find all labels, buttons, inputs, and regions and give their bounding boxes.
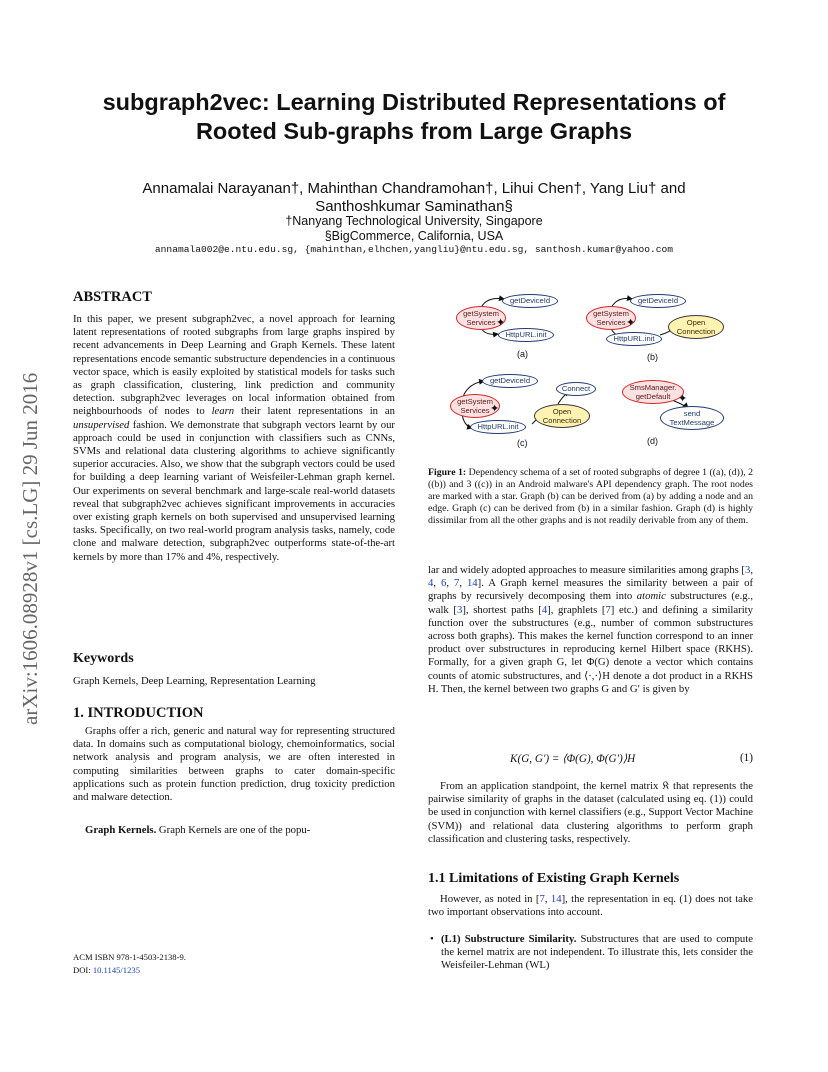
affiliation-2: §BigCommerce, California, USA [324,229,504,243]
root-star-icon: ✦ [678,393,688,405]
right-paragraph-2: From an application standpoint, the kernel matrix 𝔎 that represents the pairwise similarity of graphs in the dataset (calculated using eq. (1)) could be used in conjunction with kernel classifiers (e.g., Support Vector Machine (SVM)) and relational data clustering algorithms to perform graph classification and clustering tasks, respectively. [428,780,753,845]
root-star-icon: ✦ [490,403,500,415]
authors-line-2: Santhoshkumar Saminathan§ [315,198,513,215]
node-c-connect: Connect [556,382,596,396]
abstract-heading: ABSTRACT [73,289,152,305]
title-line-2: Rooted Sub-graphs from Large Graphs [195,118,633,144]
sublabel-b: (b) [647,352,658,362]
bullet-l1: (L1) Substructure Similarity. Substructures that are used to compute the kernel matrix are not independent. To illustrate this, lets consider the Weisfeiler-Lehman (WL) [441,933,753,972]
root-star-icon: ✦ [626,317,636,329]
node-c-httpurlinit: HttpURL.init [470,420,526,434]
keywords-text: Graph Kernels, Deep Learning, Representation Learning [73,675,316,687]
node-a-httpurlinit: HttpURL.init [498,328,554,342]
node-b-getdeviceid: getDeviceId [630,294,686,308]
sublabel-a: (a) [517,349,528,359]
node-c-getdeviceid: getDeviceId [482,374,538,388]
intro-paragraph-2: Graph Kernels. Graph Kernels are one of the popu- [85,824,311,836]
equation-body: K(G, G′) = ⟨Φ(G), Φ(G′)⟩H [510,753,636,765]
intro-heading: 1. INTRODUCTION [73,705,204,721]
authors [0,180,828,216]
paper-title [0,88,828,146]
node-b-getsystemservices-root: getSystem Services [586,306,636,330]
keywords-heading: Keywords [73,651,134,666]
arxiv-stamp: arXiv:1606.08928v1 [cs.LG] 29 Jun 2016 [18,372,42,725]
right-paragraph-1: lar and widely adopted approaches to measure similarities among graphs [3, 4, 6, 7, 14]. A Graph kernel measures the similarity between a pair of graphs by recursively decomposing them into atomic substructures (e.g., walk [3], shortest paths [4], graphlets [7] etc.) and defining a similarity function over the substructures (e.g., number of common substructures across both graphs). This makes the kernel function correspond to an inner product over substructures in reproducing kernel Hilbert space (RKHS). Formally, for a given graph G, let Φ(G) denote a vector which contains counts of atomic substructures, and ⟨·,·⟩H denote a dot product in a RKHS H. Then, the kernel between two graphs G and G′ is given by [428,564,754,695]
node-b-httpurlinit: HttpURL.init [606,332,662,346]
node-a-getdeviceid: getDeviceId [502,294,558,308]
node-b-openconnection: Open Connection [668,315,724,339]
footer-isbn: ACM ISBN 978-1-4503-2138-9. [73,952,186,962]
abstract-text: In this paper, we present subgraph2vec, a novel approach for learning latent representations of rooted subgraphs from large graphs inspired by recent advancements in Deep Learning and Graph Kernels. These latent representations encode semantic substructure dependencies in a continuous vector space, which is easily exploited by statistical models for tasks such as graph classification, clustering, link prediction and community detection. subgraph2vec leverages on local information obtained from neighbourhoods of nodes to learn their latent representations in an unsupervised fashion. We demonstrate that subgraph vectors learnt by our approach could be used in conjunction with classifiers such as CNNs, SVMs and relational data clustering algorithms to achieve significantly superior accuracies. Also, we show that the subgraph vectors could be used for building a deep learning variant of Weisfeiler-Lehman graph kernel. Our experiments on several benchmark and large-scale real-world datasets reveal that subgraph2vec achieves significant improvements in accuracies over existing graph kernels on both supervised and unsupervised learning tasks. Specifically, on two real-world program analysis tasks, namely, code clone and malware detection, subgraph2vec outperforms state-of-the-art kernels by more than 17% and 4%, respectively. [73,313,395,563]
node-d-sendtextmessage: send TextMessage [660,406,724,430]
sublabel-d: (d) [647,436,658,446]
figure-1 [440,288,755,453]
equation-number: (1) [739,752,753,764]
right-paragraph-3: However, as noted in [7, 14], the representation in eq. (1) does not take two important observations into account. [428,893,754,919]
node-c-openconnection: Open Connection [534,404,590,428]
doi-link[interactable]: 10.1145/1235 [92,965,140,975]
authors-line-1: Annamalai Narayanan†, Mahinthan Chandramohan†, Lihui Chen†, Yang Liu† and [142,180,686,197]
figure-1-caption: Figure 1: Dependency schema of a set of rooted subgraphs of degree 1 ((a), (d)), 2 ((b)) and 3 ((c)) in an Android malware's API dependency graph. The root nodes are marked with a star. Graph (b) can be derived from (a) by adding a node and an edge. Graph (c) can be derived from (b) in a similar fashion. Graph (d) is highly dissimilar from all the other graphs and is not readily derivable from any of them. [428,466,754,526]
node-a-getsystemservices-root: getSystem Services [456,306,506,330]
author-emails: annamala002@e.ntu.edu.sg, {mahinthan,elhchen,yangliu}@ntu.edu.sg, santhosh.kumar@yahoo.com [154,244,674,255]
footer [73,951,395,977]
intro-paragraph-1: Graphs offer a rich, generic and natural way for representing structured data. In domains such as computational biology, chemoinformatics, social network analysis and program analysis, we are often interested in computing similarities between graphs to cater domain-specific applications such as protein function prediction, drug toxicity prediction and malware detection. [73,725,395,804]
footer-doi: DOI: 10.1145/1235 [73,965,140,975]
root-star-icon: ✦ [496,317,506,329]
node-c-getsystemservices-root: getSystem Services [450,394,500,418]
section-1-1-heading: 1.1 Limitations of Existing Graph Kernels [428,871,680,886]
sublabel-c: (c) [517,438,528,448]
affiliation-1: †Nanyang Technological University, Singapore [285,214,543,228]
title-line-1: subgraph2vec: Learning Distributed Representations of [102,89,726,115]
bullet-dot: • [430,933,434,945]
node-d-smsmanager-root: SmsManager. getDefault [622,380,684,404]
